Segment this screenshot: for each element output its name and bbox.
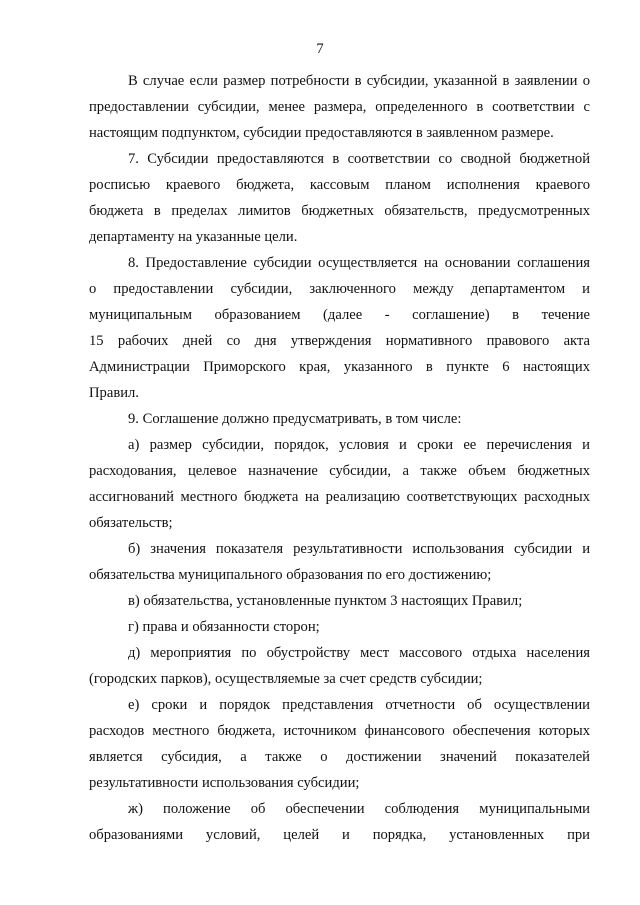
text-line: образованиями условий, целей и порядка, установленных при: [89, 827, 590, 843]
text-line: е) сроки и порядок представления отчетности об осуществлении: [128, 697, 590, 713]
text-line: бюджета в пределах лимитов бюджетных обязательств, предусмотренных: [89, 203, 590, 219]
text-line: В случае если размер потребности в субсидии, указанной в заявлении о: [128, 73, 590, 89]
text-line: ассигнований местного бюджета на реализацию соответствующих расходных: [89, 489, 590, 505]
text-line: обязательств;: [89, 515, 173, 531]
text-line: настоящим подпунктом, субсидии предоставляются в заявленном размере.: [89, 125, 554, 141]
text-line: результативности использования субсидии;: [89, 775, 360, 791]
text-line: росписью краевого бюджета, кассовым планом исполнения краевого: [89, 177, 590, 193]
text-line: муниципальным образованием (далее - соглашение) в течение: [89, 307, 590, 323]
text-line: расходов местного бюджета, источником финансового обеспечения которых: [89, 723, 590, 739]
text-line: г) права и обязанности сторон;: [128, 619, 320, 635]
text-line: Правил.: [89, 385, 139, 401]
text-line: 7. Субсидии предоставляются в соответствии со сводной бюджетной: [128, 151, 590, 167]
text-line: ж) положение об обеспечении соблюдения муниципальными: [128, 801, 590, 817]
text-line: предоставлении субсидии, менее размера, определенного в соответствии с: [89, 99, 590, 115]
text-line: д) мероприятия по обустройству мест массового отдыха населения: [128, 645, 590, 661]
text-line: Администрации Приморского края, указанного в пункте 6 настоящих: [89, 359, 590, 375]
text-line: 9. Соглашение должно предусматривать, в том числе:: [128, 411, 462, 427]
text-line: расходования, целевое назначение субсидии, а также объем бюджетных: [89, 463, 590, 479]
text-line: 8. Предоставление субсидии осуществляется на основании соглашения: [128, 255, 590, 271]
text-line: 15 рабочих дней со дня утверждения нормативного правового акта: [89, 333, 590, 349]
text-line: а) размер субсидии, порядок, условия и сроки ее перечисления и: [128, 437, 590, 453]
text-line: о предоставлении субсидии, заключенного между департаментом и: [89, 281, 590, 297]
text-line: департаменту на указанные цели.: [89, 229, 298, 245]
text-line: б) значения показателя результативности использования субсидии и: [128, 541, 590, 557]
text-line: в) обязательства, установленные пунктом 3 настоящих Правил;: [128, 593, 523, 609]
page-number: 7: [316, 41, 324, 57]
text-line: является субсидия, а также о достижении значений показателей: [89, 749, 590, 765]
text-line: (городских парков), осуществляемые за счет средств субсидии;: [89, 671, 483, 687]
text-line: обязательства муниципального образования по его достижению;: [89, 567, 492, 583]
